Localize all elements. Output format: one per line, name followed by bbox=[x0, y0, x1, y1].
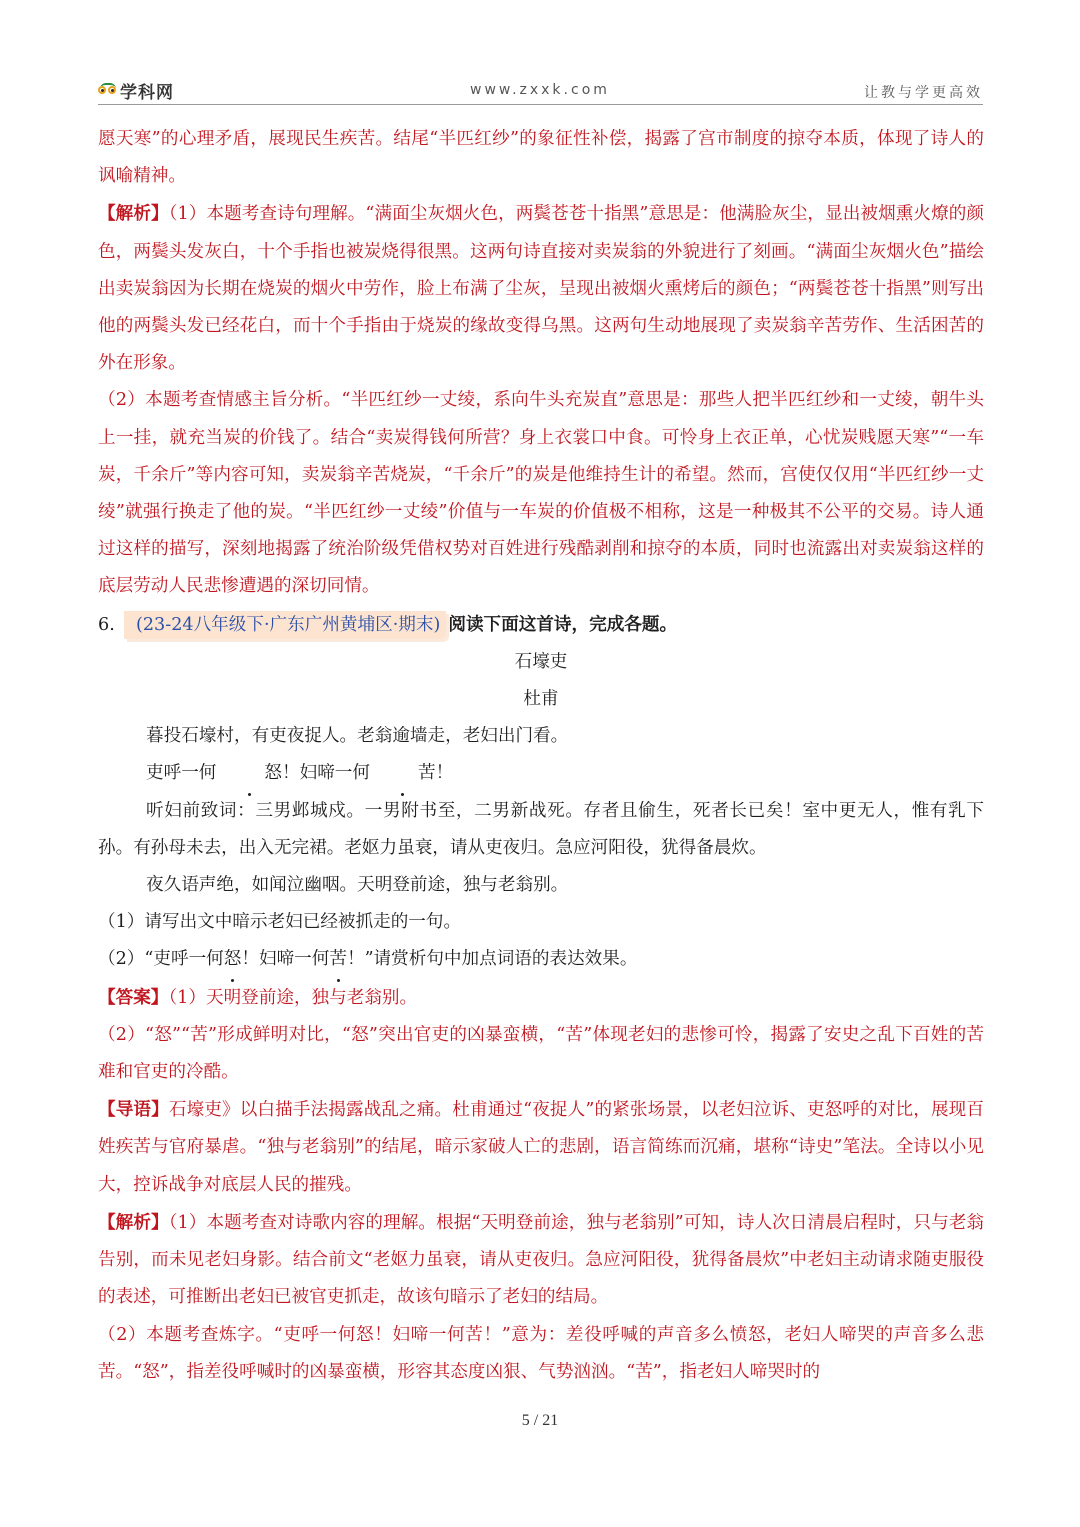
emphasis-word-ku: 苦 bbox=[329, 941, 347, 978]
poem-line-3: 听妇前致词：三男邺城戍。一男附书至，二男新战死。存者且偷生，死者长已矣！室中更无人，惟有乳下孙。有孙母未去，出入无完裙。老妪力虽衰，请从吏夜归。急应河阳役，犹得备晨炊。 bbox=[98, 800, 984, 858]
q6-analysis-1: 【解析】（1）本题考查对诗歌内容的理解。根据“天明登前途，独与老翁别”可知，诗人次日清晨启程时，只与老翁告别，而未见老妇身影。结合前文“老妪力虽衰，请从吏夜归。急应河阳役，犹得备晨炊”中老妇主动请求随吏服役的表述，可推断出老妇已被官吏抓走，故该句暗示了老妇的结局。 bbox=[98, 1211, 984, 1308]
answer-tag: 【答案】 bbox=[98, 986, 169, 1008]
poem-line-2: 吏呼一何 怒！妇啼一何 苦！ bbox=[98, 755, 984, 792]
q6-analysis-2: （2）本题考查炼字。“吏呼一何怒！妇啼一何苦！”意为：差役呼喊的声音多么愤怒，老妇人啼哭的声音多么悲苦。“怒”，指差役呼喊时的凶暴蛮横，形容其态度凶狠、气势汹汹。“苦”，指老妇人啼哭时的 bbox=[98, 1324, 984, 1382]
analysis-tag: 【解析】 bbox=[98, 203, 169, 225]
page-header bbox=[98, 74, 983, 105]
q6-sub-question-1: （1）请写出文中暗示老妇已经被抓走的一句。 bbox=[98, 912, 462, 933]
q6-heading bbox=[98, 606, 984, 644]
site-url: www.zxxk.com bbox=[470, 82, 610, 98]
poem-author: 杜甫 bbox=[523, 689, 559, 710]
q6-answer-2: （2）“怒”“苦”形成鲜明对比，“怒”突出官吏的凶暴蛮横，“苦”体现老妇的悲惨可怜，揭露了安史之乱下百姓的苦难和官吏的冷酷。 bbox=[98, 1024, 984, 1083]
emphasis-word-ku: 苦 bbox=[370, 755, 436, 792]
q5-analysis-1: 【解析】（1）本题考查诗句理解。“满面尘灰烟火色，两鬓苍苍十指黑”意思是：他满脸灰尘，显出被烟熏火燎的颜色，两鬓头发灰白，十个手指也被炭烧得很黑。这两句诗直接对卖炭翁的外貌进行了刻画。“满面尘灰烟火色”描绘出卖炭翁因为长期在烧炭的烟火中劳作，脸上布满了尘灰，呈现出被烟火熏烤后的颜色；“两鬓苍苍十指黑”则写出他的两鬓头发已经花白，而十个手指由于烧炭的缘故变得乌黑。这两句生动地展现了卖炭翁辛苦劳作、生活困苦的外在形象。 bbox=[98, 203, 984, 374]
guide-tag: 【导语】 bbox=[98, 1099, 169, 1121]
q5-analysis-2: （2）本题考查情感主旨分析。“半匹红纱一丈绫，系向牛头充炭直”意思是：那些人把半匹红纱和一丈绫，朝牛头上一挂，就充当炭的价钱了。结合“卖炭得钱何所营？身上衣裳口中食。可怜身上衣正单，心忧炭贱愿天寒”“一车炭，千余斤”等内容可知，卖炭翁辛苦烧炭，“千余斤”的炭是他维持生计的希望。然而，宫使仅仅用“半匹红纱一丈绫”就强行换走了他的炭。“半匹红纱一丈绫”价值与一车炭的价值极不相称，这是一种极其不公平的交易。诗人通过这样的描写，深刻地揭露了统治阶级凭借权势对百姓进行残酷剥削和掠夺的本质，同时也流露出对卖炭翁这样的底层劳动人民悲惨遭遇的深切同情。 bbox=[98, 390, 984, 597]
q6-source-badge: (23-24八年级下·广东广州黄埔区·期末) bbox=[124, 611, 446, 639]
logo bbox=[98, 78, 174, 103]
page-number: 5 / 21 bbox=[521, 1412, 559, 1429]
poem-line-1: 暮投石壕村，有吏夜捉人。老翁逾墙走，老妇出门看。 bbox=[146, 726, 569, 747]
poem-line-4: 夜久语声绝，如闻泣幽咽。天明登前途，独与老翁别。 bbox=[146, 875, 569, 896]
poem-title: 石壕吏 bbox=[514, 651, 568, 672]
q5-summary-tail: 愿天寒”的心理矛盾，展现民生疾苦。结尾“半匹红纱”的象征性补偿，揭露了宫市制度的掠夺本质，体现了诗人的讽喻精神。 bbox=[98, 129, 984, 187]
emphasis-word-nu: 怒 bbox=[216, 755, 282, 792]
page-content bbox=[98, 121, 984, 1391]
logo-owl-icon bbox=[98, 83, 118, 99]
q6-answer-1: 【答案】（1）天明登前途，独与老翁别。 bbox=[98, 986, 418, 1008]
logo-text: 学科网 bbox=[120, 83, 174, 103]
analysis-tag: 【解析】 bbox=[98, 1211, 169, 1233]
q6-prompt: 阅读下面这首诗，完成各题。 bbox=[448, 613, 678, 635]
emphasis-word-nu: 怒 bbox=[224, 941, 242, 978]
q6-sub-question-2: （2）“吏呼一何怒！妇啼一何苦！”请赏析句中加点词语的表达效果。 bbox=[98, 941, 984, 978]
q6-guide: 【导语】石壕吏》以白描手法揭露战乱之痛。杜甫通过“夜捉人”的紧张场景，以老妇泣诉、吏怒呼的对比，展现百姓疾苦与官府暴虐。“独与老翁别”的结尾，暗示家破人亡的悲剧，语言简练而沉痛，堪称“诗史”笔法。全诗以小见大，控诉战争对底层人民的摧残。 bbox=[98, 1099, 984, 1195]
slogan: 让教与学更高效 bbox=[864, 85, 983, 101]
q6-number: 6. bbox=[98, 614, 115, 635]
